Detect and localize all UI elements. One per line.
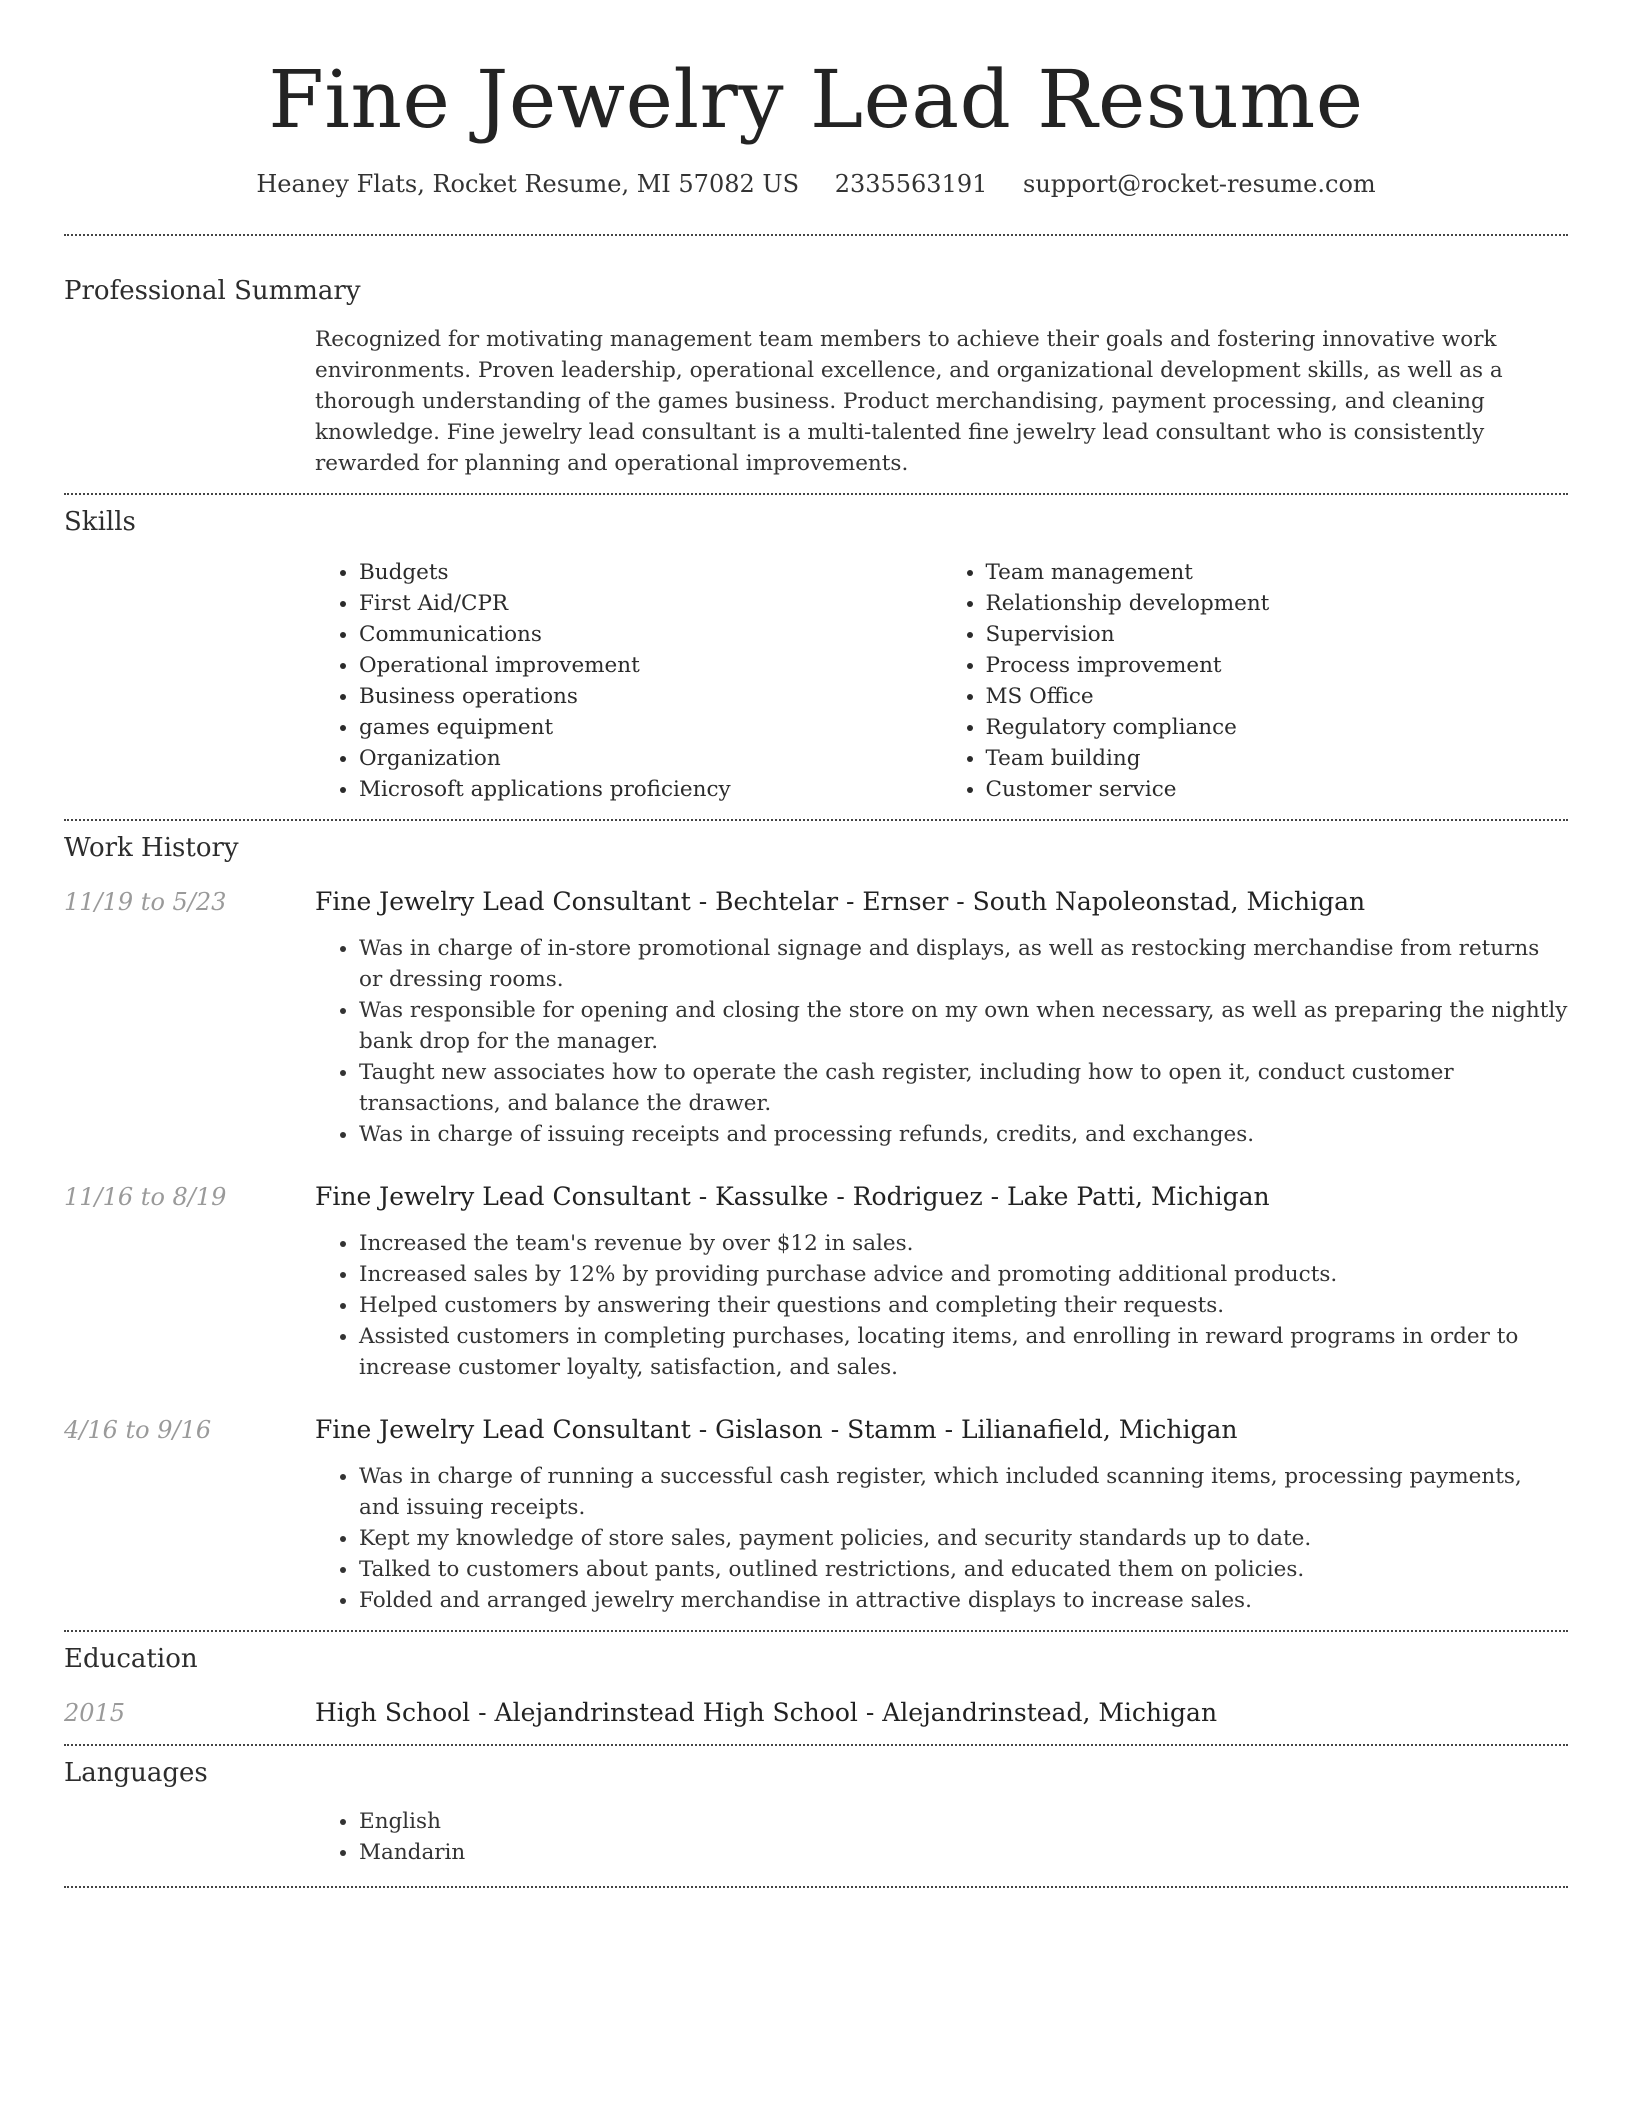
job-bullet: • Folded and arranged jewelry merchandise in attractive displays to increase sales. [359,1585,1568,1616]
resume-title: Fine Jewelry Lead Resume [268,53,1364,146]
skills-heading: Skills [64,507,136,537]
job-body [315,1180,1568,1383]
skill-item: • Regulatory compliance [986,712,1569,743]
divider [64,493,1568,495]
job-title: Fine Jewelry Lead Consultant - Gislason - Stamm - Lilianafield, Michigan [315,1415,1238,1444]
skill-item: • Communications [359,619,942,650]
skills-section [64,507,1568,805]
job-entry [64,1413,1568,1616]
job-title: Fine Jewelry Lead Consultant - Bechtelar - Ernser - South Napoleonstad, Michigan [315,887,1366,916]
resume-page [64,0,1568,1888]
job-bullet: • Taught new associates how to operate the cash register, including how to open it, conduct customer transactions, and balance the drawer. [359,1057,1568,1119]
job-bullet: • Helped customers by answering their questions and completing their requests. [359,1290,1568,1321]
education-title: High School - Alejandrinstead High School - Alejandrinstead, Michigan [315,1698,1218,1727]
education-date: 2015 [64,1699,126,1727]
skills-list-right [942,557,1569,805]
education-heading: Education [64,1644,198,1674]
job-body [315,885,1568,1150]
job-dates: 11/19 to 5/23 [64,888,227,916]
education-entry [64,1696,1568,1730]
skill-item: • Relationship development [986,588,1569,619]
divider [64,1744,1568,1746]
skill-item: • Supervision [986,619,1569,650]
job-title: Fine Jewelry Lead Consultant - Kassulke - Rodriguez - Lake Patti, Michigan [315,1182,1270,1211]
job-bullets [315,933,1568,1150]
summary-heading: Professional Summary [64,276,361,306]
job-bullet: • Was in charge of running a successful cash register, which included scanning items, processing payments, and issuing receipts. [359,1461,1568,1523]
skill-item: • First Aid/CPR [359,588,942,619]
skills-list-left [315,557,942,805]
language-item: • Mandarin [359,1837,1568,1868]
job-bullets [315,1228,1568,1383]
job-bullets [315,1461,1568,1616]
skill-item: • Business operations [359,681,942,712]
divider [64,1886,1568,1888]
summary-body [315,324,1568,479]
skills-columns [315,557,1568,805]
job-bullet: • Increased sales by 12% by providing purchase advice and promoting additional products. [359,1259,1568,1290]
skill-item: • Team building [986,743,1569,774]
job-dates: 11/16 to 8/19 [64,1183,227,1211]
languages-list [315,1806,1568,1868]
education-body [315,1696,1568,1730]
skill-item: • Budgets [359,557,942,588]
languages-body [315,1806,1568,1868]
skill-item: • Organization [359,743,942,774]
job-dates: 4/16 to 9/16 [64,1416,212,1444]
skill-item: • games equipment [359,712,942,743]
language-item: • English [359,1806,1568,1837]
job-bullet: • Kept my knowledge of store sales, payment policies, and security standards up to date. [359,1523,1568,1554]
contact-line [64,170,1568,198]
work-heading: Work History [64,833,239,863]
contact-phone: 2335563191 [834,170,988,198]
job-bullet: • Was in charge of issuing receipts and processing refunds, credits, and exchanges. [359,1119,1568,1150]
contact-address: Heaney Flats, Rocket Resume, MI 57082 US [256,170,800,198]
job-bullet: • Was responsible for opening and closing the store on my own when necessary, as well as preparing the nightly bank drop for the manager. [359,995,1568,1057]
job-body [315,1413,1568,1616]
divider [64,1630,1568,1632]
languages-section [64,1758,1568,1868]
skill-item: • Process improvement [986,650,1569,681]
job-bullet: • Was in charge of in-store promotional signage and displays, as well as restocking merchandise from returns or dressing rooms. [359,933,1568,995]
skill-item: • Customer service [986,774,1569,805]
job-bullet: • Assisted customers in completing purchases, locating items, and enrolling in reward programs in order to increase customer loyalty, satisfaction, and sales. [359,1321,1568,1383]
languages-heading: Languages [64,1758,208,1788]
skill-item: • Operational improvement [359,650,942,681]
education-section [64,1644,1568,1730]
skill-item: • MS Office [986,681,1569,712]
skill-item: • Microsoft applications proficiency [359,774,942,805]
job-entry [64,1180,1568,1383]
job-bullet: • Talked to customers about pants, outlined restrictions, and educated them on policies. [359,1554,1568,1585]
contact-email: support@rocket-resume.com [1023,170,1376,198]
summary-text: Recognized for motivating management team members to achieve their goals and fostering innovative work environments. Proven leadership, operational excellence, and organizational development skills, as well as a thorough understanding of the games business. Product merchandising, payment processing, and cleaning knowledge. Fine jewelry lead consultant is a multi-talented fine jewelry lead consultant who is consistently rewarded for planning and operational improvements. [315,327,1503,476]
work-section [64,833,1568,1616]
job-entry [64,885,1568,1150]
job-bullet: • Increased the team's revenue by over $12 in sales. [359,1228,1568,1259]
summary-section [64,276,1568,479]
skill-item: • Team management [986,557,1569,588]
divider [64,234,1568,236]
divider [64,819,1568,821]
